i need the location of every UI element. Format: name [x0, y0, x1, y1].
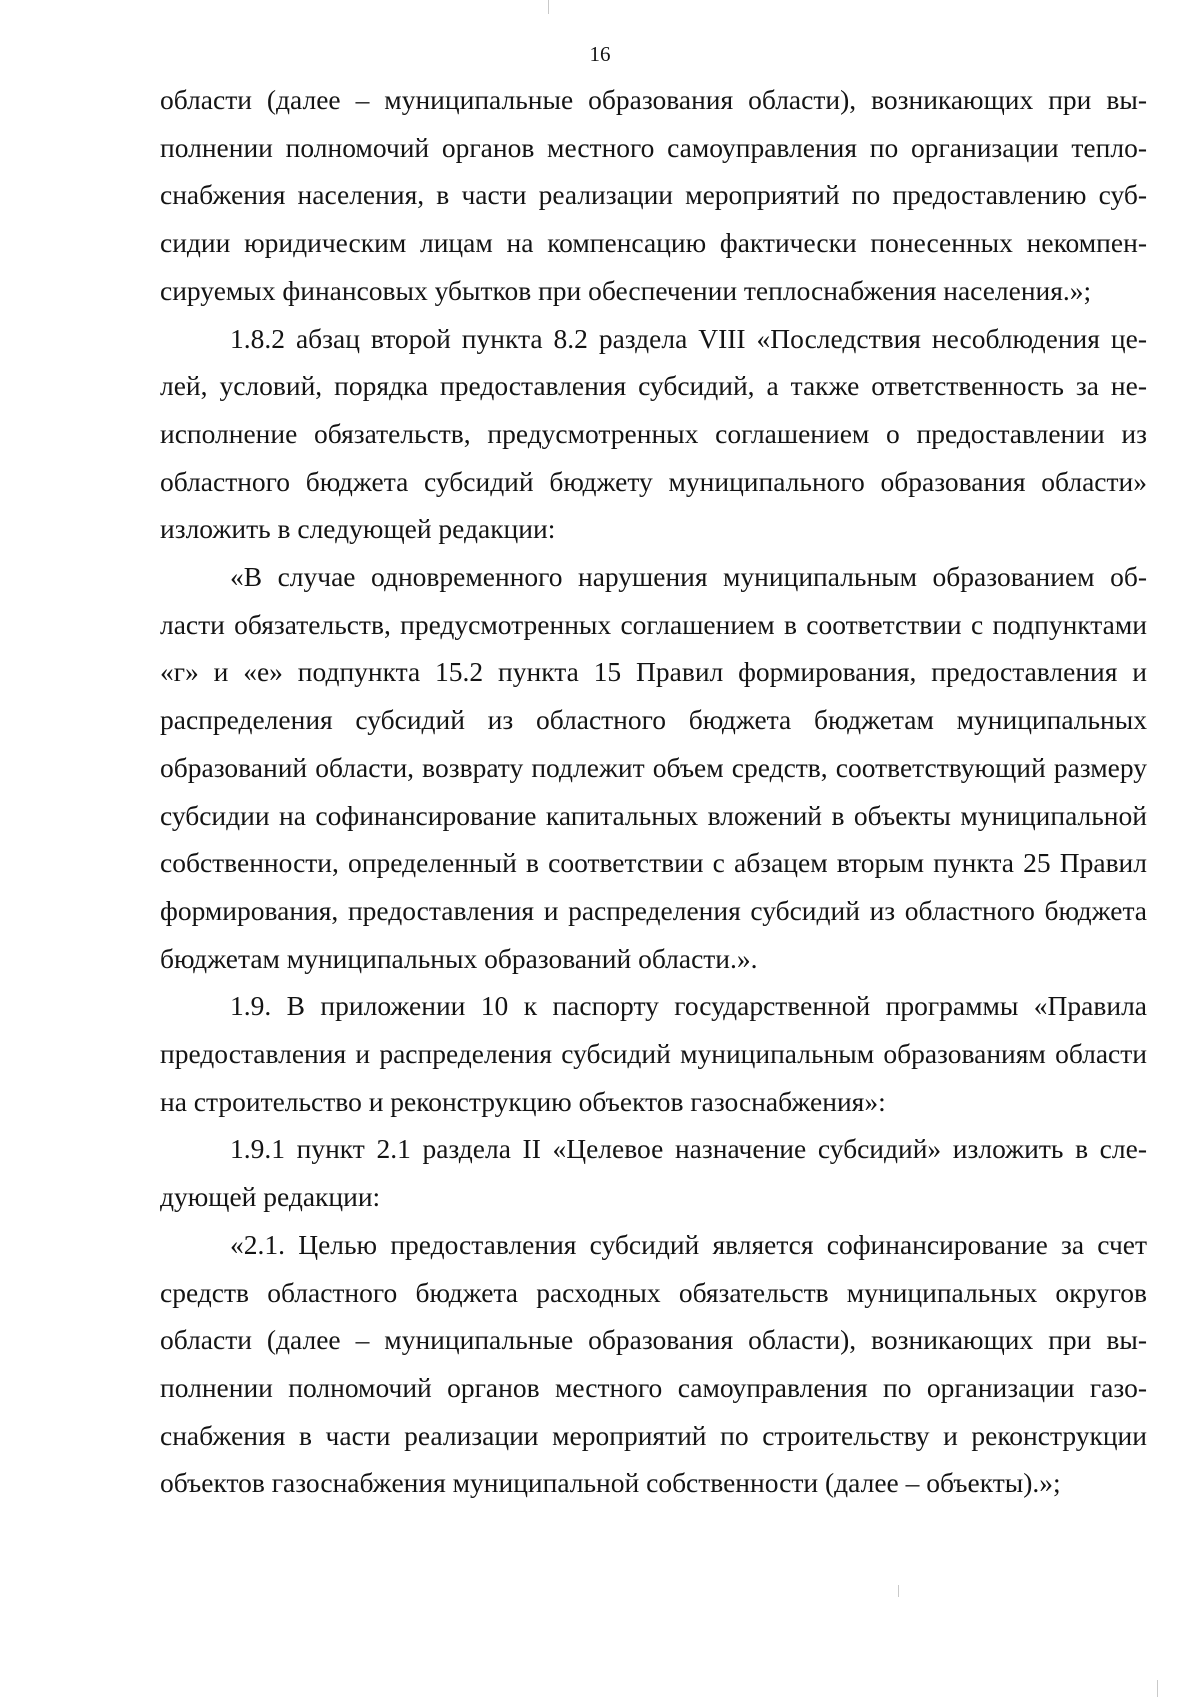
paragraph-quote-2-1: «2.1. Целью предоставления субсидий является софинансирование за счет средств областного бюджета расходных обязательств муниципальных округов области (далее – муниципальные образования области), возникающих при выполнении полномочий органов местного самоуправления по организации газоснабжения в части реализации мероприятий по строительству и реконструкции объектов газоснабжения муниципальной собственности (далее – объекты).»;	[160, 1228, 1147, 1499]
paragraph-1-9-1: 1.9.1 пункт 2.1 раздела II «Целевое назначение субсидий» изложить в следующей редакции:	[160, 1133, 1147, 1213]
scan-artifact-right	[898, 1585, 899, 1597]
document-body	[160, 76, 1147, 1507]
paragraph-continuation: области (далее – муниципальные образования области), возникающих при выполнении полномочий органов местного самоуправления по организации теплоснабжения населения, в части реализации мероприятий по предоставлению субсидии юридическим лицам на компенсацию фактически понесенных некомпенсируемых финансовых убытков при обеспечении теплоснабжения населения.»;	[160, 84, 1147, 306]
paragraph-1-8-2: 1.8.2 абзац второй пункта 8.2 раздела VIII «Последствия несоблюдения целей, условий, порядка предоставления субсидий, а также ответственность за неисполнение обязательств, предусмотренных соглашением о предоставлении из областного бюджета субсидий бюджету муниципального образования области» изложить в следующей редакции:	[160, 322, 1147, 545]
scan-artifact-top	[548, 0, 549, 14]
paragraph-quote-violation: «В случае одновременного нарушения муниципальным образованием области обязательств, предусмотренных соглашением в соответствии с подпунктами «г» и «е» подпункта 15.2 пункта 15 Правил формирования, предоставления и распределения субсидий из областного бюджета бюджетам муниципальных образований области, возврату подлежит объем средств, соответствующий размеру субсидии на софинансирование капитальных вложений в объекты муниципальной собственности, определенный в соответствии с абзацем вторым пункта 25 Правил формирования, предоставления и распределения субсидий из областного бюджета бюджетам муниципальных образований области.».	[160, 561, 1147, 974]
paragraph-1-9: 1.9. В приложении 10 к паспорту государственной программы «Правила предоставления и распределения субсидий муниципальным образованиям области на строительство и реконструкцию объектов газоснабжения»:	[160, 990, 1147, 1117]
scan-artifact-bottom	[1157, 1680, 1158, 1697]
page-number: 16	[589, 42, 611, 66]
